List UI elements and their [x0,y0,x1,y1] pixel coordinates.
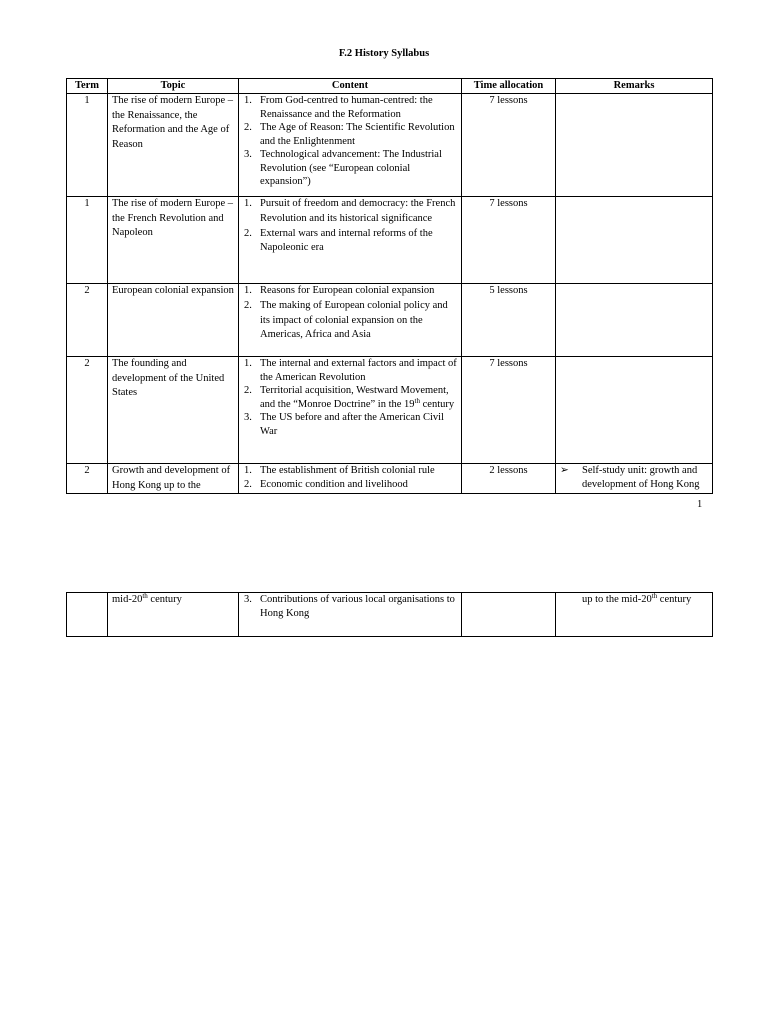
content-cell [239,284,462,357]
document-title: F.2 History Syllabus [338,48,430,59]
header-content: Content [239,79,462,94]
remarks-cell: ➢ Self-study unit: growth and development of Hong Kong [556,464,713,494]
content-item: 3. Technological advancement: The Industrial Revolution (see “European colonial expansion”) [244,149,442,187]
content-item: 1. The establishment of British colonial rule [244,465,435,476]
time-allocation-cell: 5 lessons [462,284,556,357]
remarks-cell [556,94,713,197]
syllabus-table [66,78,713,494]
topic-cell: The rise of modern Europe – the French Revolution and Napoleon [108,197,239,284]
arrow-bullet-icon: ➢ [560,465,569,476]
remarks-cell [556,357,713,464]
topic-cell: Growth and development of Hong Kong up to the [108,464,239,494]
topic-cell: The founding and development of the United States [108,357,239,464]
remarks-cell [556,197,713,284]
content-item: 1. The internal and external factors and impact of the American Revolution [244,358,457,383]
table-row [67,464,713,494]
content-cell [239,464,462,494]
time-allocation-cell: 2 lessons [462,464,556,494]
content-item: 1. Reasons for European colonial expansion [244,285,435,296]
content-item: 3. Contributions of various local organisations to Hong Kong [244,594,455,619]
term-cell [67,593,108,637]
table-row [67,94,713,197]
table-row [67,284,713,357]
term-cell: 2 [67,464,108,494]
header-term: Term [67,79,108,94]
content-cell [239,593,462,637]
remarks-cell [556,284,713,357]
header-topic: Topic [108,79,239,94]
content-item: 1. From God-centred to human-centred: the Renaissance and the Reformation [244,95,433,120]
time-allocation-cell: 7 lessons [462,94,556,197]
content-cell [239,197,462,284]
content-item: 2. External wars and internal reforms of the Napoleonic era [244,227,433,254]
term-cell: 1 [67,197,108,284]
table-header-row [67,79,713,94]
time-allocation-cell: 7 lessons [462,357,556,464]
content-item: 2. Territorial acquisition, Westward Movement, and the “Monroe Doctrine” in the 19th century [244,385,455,410]
content-item: 2. The Age of Reason: The Scientific Revolution and the Enlightenment [244,122,455,147]
time-allocation-cell [462,593,556,637]
content-item: 2. The making of European colonial policy and its impact of colonial expansion on the Americas, Africa and Asia [244,299,448,341]
content-item: 2. Economic condition and livelihood [244,478,408,490]
content-cell [239,94,462,197]
time-allocation-cell: 7 lessons [462,197,556,284]
table-row [67,357,713,464]
table-row [67,593,713,637]
syllabus-table-continuation [66,592,713,637]
header-remarks: Remarks [556,79,713,94]
topic-cell: The rise of modern Europe – the Renaissance, the Reformation and the Age of Reason [108,94,239,197]
term-cell: 2 [67,357,108,464]
content-item: 3. The US before and after the American Civil War [244,412,444,437]
term-cell: 2 [67,284,108,357]
content-cell [239,357,462,464]
table-row [67,197,713,284]
topic-cell: European colonial expansion [108,284,239,357]
page-number: 1 [697,499,703,510]
term-cell: 1 [67,94,108,197]
content-item: 1. Pursuit of freedom and democracy: the French Revolution and its historical significance [244,198,456,224]
remarks-cell: up to the mid-20th century [556,593,713,637]
topic-cell: mid-20th century [108,593,239,637]
header-time-allocation: Time allocation [462,79,556,94]
